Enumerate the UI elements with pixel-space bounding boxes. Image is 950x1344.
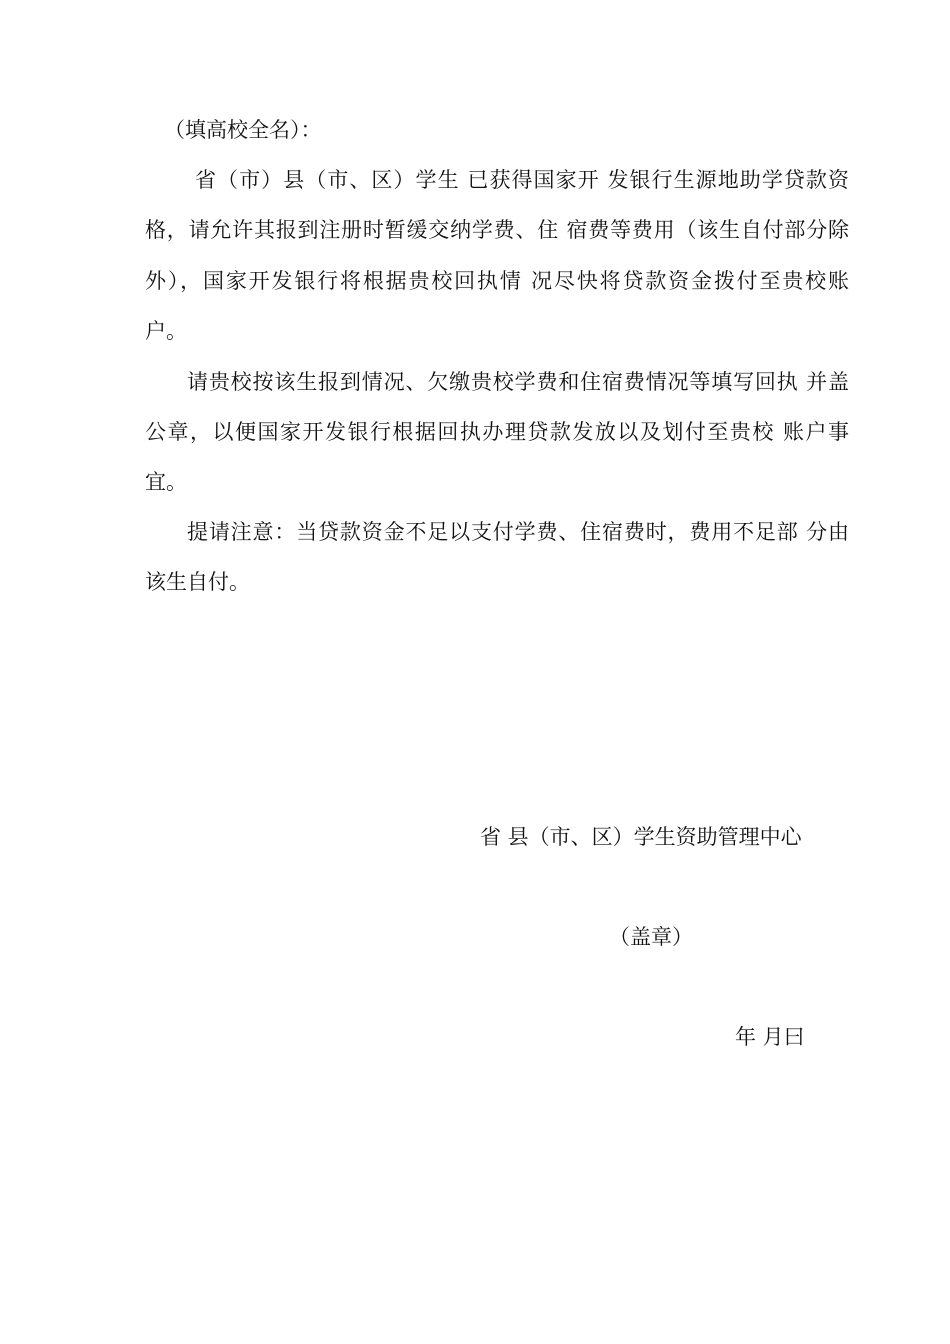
issuing-organization: 省 县（市、区）学生资助管理中心 — [480, 825, 802, 849]
paragraph-2-line-2: 公章，以便国家开发银行根据回执办理贷款发放以及划付至贵校 账户事 — [145, 420, 849, 444]
paragraph-1-line-4: 户。 — [145, 319, 187, 343]
seal-label: （盖章） — [609, 925, 693, 949]
paragraph-2-line-1: 请贵校按该生报到情况、欠缴贵校学费和住宿费情况等填写回执 并盖 — [187, 370, 849, 394]
paragraph-2-line-3: 宜。 — [145, 470, 187, 494]
paragraph-3-line-1: 提请注意：当贷款资金不足以支付学费、住宿费时，费用不足部 分由 — [187, 520, 849, 544]
paragraph-1-line-1: 省（市）县（市、区）学生 已获得国家开 发银行生源地助学贷款资 — [195, 168, 849, 192]
paragraph-1-line-2: 格，请允许其报到注册时暂缓交纳学费、住 宿费等费用（该生自付部分除 — [145, 218, 849, 242]
date-line: 年 月曰 — [735, 1025, 805, 1049]
paragraph-1-line-3: 外），国家开发银行将根据贵校回执情 况尽快将贷款资金拨付至贵校账 — [145, 269, 849, 293]
paragraph-3-line-2: 该生自付。 — [145, 570, 250, 594]
salutation: （填高校全名）： — [164, 118, 322, 142]
